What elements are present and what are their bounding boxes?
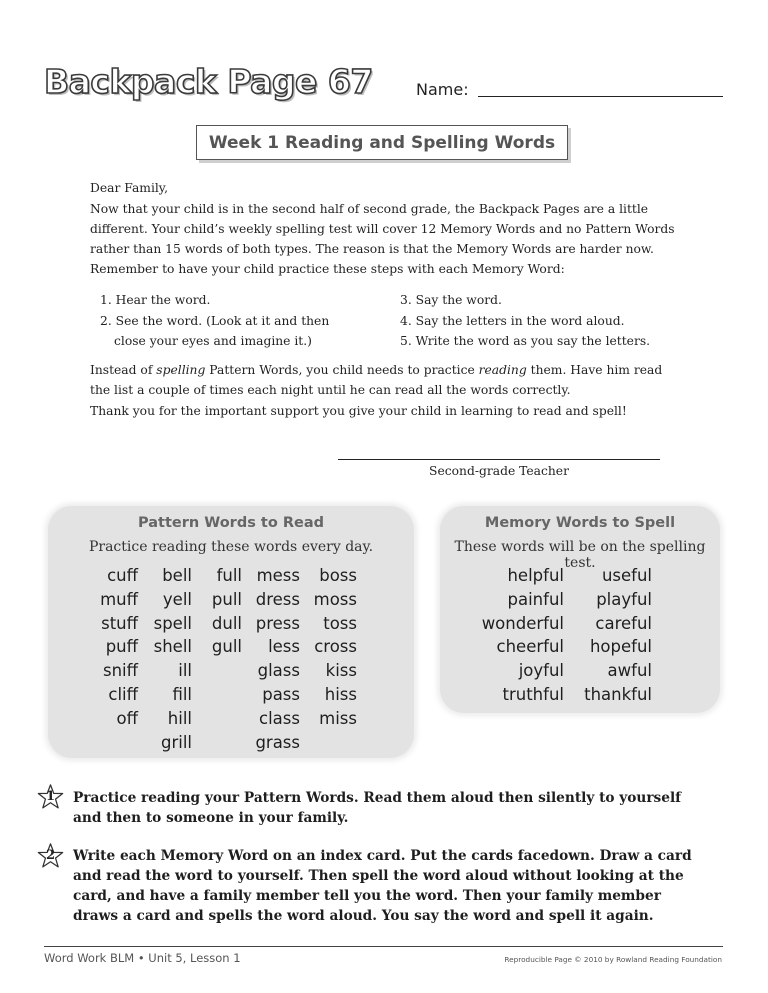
word-item: truthful (502, 684, 564, 704)
pattern-word-column (304, 564, 357, 731)
pattern-word-column (204, 564, 242, 659)
word-item: spell (153, 613, 192, 633)
pattern-note-emphasis: reading (478, 362, 527, 377)
word-item: careful (595, 613, 652, 633)
word-item: toss (323, 613, 357, 633)
word-item: stuff (101, 613, 138, 633)
memory-words-title: Memory Words to Spell (484, 515, 676, 531)
name-line (478, 96, 723, 97)
star-number-icon (37, 784, 64, 811)
letter-pattern-note (90, 360, 680, 400)
word-item: glass (257, 661, 300, 681)
step-item: 3. Say the word. (400, 293, 502, 307)
word-item: hiss (324, 684, 357, 704)
pattern-words-box (48, 506, 414, 758)
word-item: cuff (107, 566, 138, 585)
word-item: full (216, 566, 242, 585)
footer-copyright: Reproducible Page © 2010 by Rowland Reading Foundation (504, 955, 722, 964)
word-item: cliff (108, 684, 138, 704)
week-title-box (196, 125, 568, 160)
word-item: boss (319, 566, 357, 585)
step-item: 2. See the word. (Look at it and then (100, 313, 330, 328)
word-item: less (268, 637, 300, 657)
pattern-word-column (248, 564, 300, 754)
pattern-note-part: Pattern Words, you child needs to practice (205, 362, 479, 377)
pattern-words-subtitle: Practice reading these words every day. (88, 539, 374, 555)
word-item: hill (167, 708, 192, 728)
memory-words-subtitle: These words will be on the spelling test. (454, 539, 706, 571)
word-item: bell (162, 566, 192, 585)
star-number-icon (37, 843, 64, 870)
activity-text: Write each Memory Word on an index card. Put the cards facedown. Draw a card and read the word to yourself. Then spell the word aloud without looking at the card, and have a family member tell you the word. Then your family member draws a card and spells the word aloud. You say the word and spell it again. (73, 848, 692, 924)
word-item: playful (596, 589, 652, 609)
letter-salutation: Dear Family, (90, 181, 169, 195)
activity-number: 1 (45, 789, 56, 804)
word-item: fill (172, 684, 192, 704)
word-item: off (116, 708, 138, 728)
word-item: painful (507, 589, 564, 609)
pattern-word-column (144, 564, 192, 754)
name-label: Name: (416, 80, 469, 99)
page-title: Backpack Page 67 (44, 62, 373, 101)
word-item: cross (314, 637, 357, 657)
pattern-word-column (88, 564, 138, 731)
word-item: joyful (518, 661, 564, 681)
word-item: grill (160, 732, 192, 752)
pattern-words-title: Pattern Words to Read (138, 515, 324, 531)
step-item: 5. Write the word as you say the letters. (400, 334, 651, 348)
footer-lesson-info: Word Work BLM • Unit 5, Lesson 1 (44, 951, 241, 965)
letter-thanks: Thank you for the important support you give your child in learning to read and spell! (90, 403, 627, 418)
word-item: awful (607, 661, 652, 681)
word-item: cheerful (496, 637, 564, 657)
step-item: 4. Say the letters in the word aloud. (400, 313, 625, 328)
word-item: thankful (584, 684, 652, 704)
word-item: dull (211, 613, 242, 633)
word-item: shell (153, 637, 192, 657)
letter-intro: Now that your child is in the second half of second grade, the Backpack Pages are a little different. Your child’s weekly spelling test will cover 12 Memory Words and no Pattern Words rather than 15 words of both types. The reason is that the Memory Words are harder now. Remember to have your child practice these steps with each Memory Word: (90, 202, 675, 276)
memory-words-box (440, 506, 720, 713)
word-item: pull (211, 589, 242, 609)
word-item: grass (255, 732, 300, 752)
signature-line (338, 459, 660, 460)
memory-word-column (470, 564, 564, 707)
steps-right (400, 290, 650, 352)
word-item: class (259, 708, 300, 728)
family-letter (90, 178, 680, 422)
practice-steps (90, 290, 680, 352)
step-item: 1. Hear the word. (100, 293, 211, 307)
footer-divider (44, 946, 723, 947)
word-item: muff (100, 589, 138, 609)
word-item: hopeful (589, 637, 652, 657)
word-item: useful (601, 566, 652, 585)
step-item-continued: close your eyes and imagine it.) (114, 334, 312, 348)
word-item: helpful (507, 566, 564, 585)
word-item: miss (319, 708, 357, 728)
activity-number: 2 (45, 848, 56, 863)
word-item: gull (211, 637, 242, 657)
word-item: dress (255, 589, 300, 609)
week-title: Week 1 Reading and Spelling Words (208, 132, 556, 153)
word-item: moss (313, 589, 357, 609)
word-item: pass (262, 684, 300, 704)
signature-label: Second-grade Teacher (429, 464, 569, 478)
pattern-note-part: them. Have him read the list a couple of times each night until he can read all the words correctly. (90, 362, 663, 397)
word-item: mess (256, 566, 300, 585)
word-item: sniff (102, 661, 138, 681)
word-item: ill (178, 661, 192, 681)
pattern-note-emphasis: spelling (156, 362, 206, 377)
word-item: yell (162, 589, 192, 609)
word-item: press (255, 613, 300, 633)
word-item: wonderful (481, 613, 564, 633)
steps-left (90, 290, 400, 352)
activity-text: Practice reading your Pattern Words. Read them aloud then silently to yourself and then to someone in your family. (73, 790, 682, 826)
memory-word-column (572, 564, 652, 707)
word-item: puff (105, 637, 138, 657)
word-item: kiss (325, 661, 357, 681)
pattern-note-part: Instead of (90, 362, 157, 377)
